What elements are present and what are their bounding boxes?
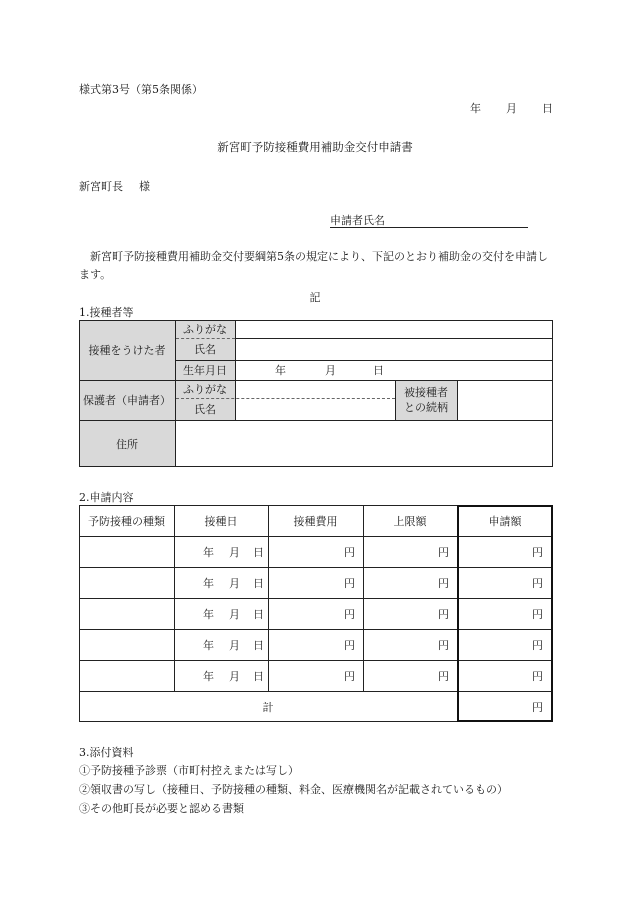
ki-label: 記 xyxy=(309,291,321,304)
furigana-label: ふりがな xyxy=(183,323,227,336)
addressee-name: 新宮町長 xyxy=(79,180,123,193)
table-row-3-vaccine-type[interactable] xyxy=(79,598,174,629)
table-row-2-amount[interactable]: 円 xyxy=(532,576,543,590)
vaccinated-person-label: 接種をうけた者 xyxy=(79,320,175,380)
relation-field[interactable] xyxy=(457,380,553,420)
recipient-table xyxy=(79,320,553,467)
table-row-3-date[interactable]: 年 月 日 xyxy=(203,607,264,621)
table-row-4-date[interactable]: 年 月 日 xyxy=(203,638,264,652)
birth-year: 年 xyxy=(275,364,286,377)
table-row-1-cost[interactable]: 円 xyxy=(344,545,355,559)
col-vaccine-type: 予防接種の種類 xyxy=(88,514,165,528)
vaccinated-name-field[interactable] xyxy=(235,338,553,360)
total-label: 計 xyxy=(262,700,274,714)
applicant-label: 申請者氏名 xyxy=(330,214,385,227)
table-row-3-amount[interactable]: 円 xyxy=(532,607,543,621)
table-row-4-cost[interactable]: 円 xyxy=(344,638,355,652)
table-row-5-amount[interactable]: 円 xyxy=(532,669,543,683)
guardian-name-label: 氏名 xyxy=(194,403,216,416)
application-amount-column-box xyxy=(457,505,553,722)
date-month: 月 xyxy=(506,102,517,115)
col-vaccination-date: 接種日 xyxy=(204,514,238,528)
attachment-item-3: ③その他町長が必要と認める書類 xyxy=(79,802,244,815)
total-amount[interactable]: 円 xyxy=(532,700,543,714)
attachment-item-1: ①予防接種予診票（市町村控えまたは写し） xyxy=(79,764,299,777)
guardian-label: 保護者（申請者） xyxy=(79,380,175,420)
address-field[interactable] xyxy=(175,420,553,467)
birthdate-field[interactable] xyxy=(235,360,553,380)
col-application-amount: 申請額 xyxy=(488,514,522,528)
application-table xyxy=(79,505,553,722)
birth-day: 日 xyxy=(373,364,384,377)
table-row-5-limit[interactable]: 円 xyxy=(438,669,449,683)
attachment-item-2: ②領収書の写し（接種日、予防接種の種類、料金、医療機関名が記載されているもの） xyxy=(79,783,508,796)
address-label: 住所 xyxy=(79,420,175,467)
body-text: 新宮町予防接種費用補助金交付要綱第5条の規定により、下記のとおり補助金の交付を申請します。 xyxy=(79,250,548,281)
table-row-4-limit[interactable]: 円 xyxy=(438,638,449,652)
date-day: 日 xyxy=(542,102,553,115)
table-row-2-vaccine-type[interactable] xyxy=(79,567,174,598)
table-row-5-cost[interactable]: 円 xyxy=(344,669,355,683)
section2-heading: 2.申請内容 xyxy=(79,491,134,504)
relation-label: 被接種者 との続柄 xyxy=(395,380,457,420)
guardian-furigana-label: ふりがな xyxy=(183,383,227,396)
birth-month: 月 xyxy=(325,364,336,377)
table-row-3-limit[interactable]: 円 xyxy=(438,607,449,621)
addressee xyxy=(79,178,150,194)
table-row-1-vaccine-type[interactable] xyxy=(79,536,174,567)
col-vaccination-cost: 接種費用 xyxy=(293,514,338,528)
table-row-3-cost[interactable]: 円 xyxy=(344,607,355,621)
col-upper-limit: 上限額 xyxy=(393,514,427,528)
table-row-1-date[interactable]: 年 月 日 xyxy=(203,545,264,559)
birthdate-label: 生年月日 xyxy=(183,364,227,377)
document-title: 新宮町予防接種費用補助金交付申請書 xyxy=(217,140,413,154)
vaccinated-furigana-field[interactable] xyxy=(235,320,553,338)
section1-heading: 1.接種者等 xyxy=(79,306,134,319)
addressee-honorific: 様 xyxy=(139,180,150,193)
table-row-4-amount[interactable]: 円 xyxy=(532,638,543,652)
form-number: 様式第3号（第5条関係） xyxy=(79,83,203,96)
table-row-1-limit[interactable]: 円 xyxy=(438,545,449,559)
applicant-name-field[interactable] xyxy=(330,212,528,228)
table-row-2-cost[interactable]: 円 xyxy=(344,576,355,590)
table-row-5-vaccine-type[interactable] xyxy=(79,660,174,691)
table-row-1-amount[interactable]: 円 xyxy=(532,545,543,559)
guardian-name-field[interactable] xyxy=(235,380,395,420)
table-row-2-limit[interactable]: 円 xyxy=(438,576,449,590)
table-row-4-vaccine-type[interactable] xyxy=(79,629,174,660)
section3-heading: 3.添付資料 xyxy=(79,746,134,759)
table-row-5-date[interactable]: 年 月 日 xyxy=(203,669,264,683)
table-row-2-date[interactable]: 年 月 日 xyxy=(203,576,264,590)
date-year: 年 xyxy=(470,102,481,115)
name-label: 氏名 xyxy=(194,343,216,356)
